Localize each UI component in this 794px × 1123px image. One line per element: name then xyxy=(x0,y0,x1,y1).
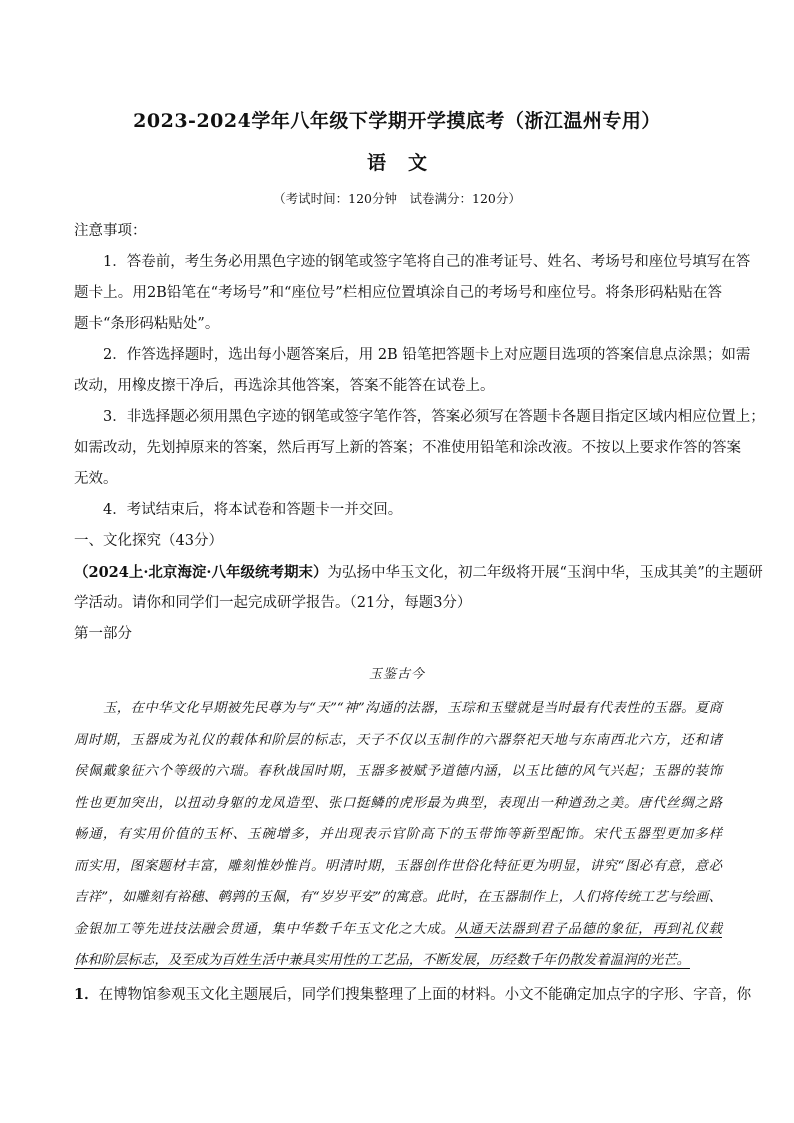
notice-item-3-line-3: 无效。 xyxy=(74,471,118,487)
passage-line-5: 畅通，有实用价值的玉杯、玉碗增多，并出现表示官阶高下的玉带饰等新型配饰。宋代玉器型更加多样 xyxy=(74,827,722,842)
passage-title: 玉鉴古今 xyxy=(368,667,425,682)
intro-text: 为弘扬中华玉文化，初二年级将开展“玉润中华，玉成其美”的主题研 xyxy=(327,565,763,581)
passage-line-8 xyxy=(74,914,722,946)
passage-body xyxy=(74,693,722,977)
passage-line-2: 周时期，玉器成为礼仪的载体和阶层的标志，天子不仅以玉制作的六器祭祀天地与东南西北六方，还和诸 xyxy=(74,732,722,748)
exam-info: （考试时间：120分钟 试卷满分：120分） xyxy=(273,191,521,206)
section1-heading: 一、文化探究（43分） xyxy=(74,533,223,549)
passage-line-1: 玉，在中华文化早期被先民尊为与“天”“神”沟通的法器，玉琮和玉璧就是当时最有代表性的玉器。夏商 xyxy=(103,701,722,716)
underlined-sentence-start: 从通天法器到君子品德的象征，再到礼仪载 xyxy=(454,921,722,937)
notice-item-2-line-2: 改动，用橡皮擦干净后，再选涂其他答案，答案不能答在试卷上。 xyxy=(74,378,495,394)
notice-item-3-line-2: 如需改动，先划掉原来的答案，然后再写上新的答案；不准使用铅笔和涂改液。不按以上要求作答的答案 xyxy=(74,440,741,456)
passage-line-3: 侯佩戴象征六个等级的六瑞。春秋战国时期，玉器多被赋予道德内涵，以玉比德的风气兴起；玉器的装饰 xyxy=(74,764,722,779)
question-1-text: 在博物馆参观玉文化主题展后，同学们搜集整理了上面的材料。小文不能确定加点字的字形、字音，你 xyxy=(98,987,752,1003)
intro-source: （2024上·北京海淀·八年级统考期末） xyxy=(74,564,328,581)
passage-line-8-text: 金银加工等先进技法融会贯通，集中华数千年玉文化之大成。 xyxy=(74,921,455,937)
section1-intro-line-1 xyxy=(74,557,763,588)
underlined-sentence-end: 体和阶层标志，及至成为百姓生活中兼具实用性的工艺品，不断发展，历经数千年仍散发着温润的光芒。 xyxy=(74,953,690,968)
passage-line-4: 性也更加突出，以扭动身躯的龙凤造型、张口挺鳞的虎形最为典型，表现出一种遒劲之美。唐代丝绸之路 xyxy=(74,795,722,811)
section1-intro-line-2: 学活动。请你和同学们一起完成研学报告。（21分，每题3分） xyxy=(74,595,472,611)
passage-line-7: 吉祥”，如雕刻有裕穗、鹌鹑的玉佩，有“岁岁平安”的寓意。此时，在玉器制作上，人们将传统工艺与绘画、 xyxy=(74,890,722,905)
passage-line-9 xyxy=(74,945,722,977)
passage-line-6: 而实用，图案题材丰富，雕刻惟妙惟肖。明清时期，玉器创作世俗化特征更为明显，讲究“图必有意，意必 xyxy=(74,858,722,874)
notice-section xyxy=(74,216,765,650)
notice-item-3-line-1: 3．非选择题必须用黑色字迹的钢笔或签字笔作答，答案必须写在答题卡各题目指定区域内相应位置上； xyxy=(103,409,765,425)
notice-item-1-line-2: 题卡上。用2B铅笔在“考场号”和“座位号”栏相应位置填涂自己的考场号和座位号。将条形码粘贴在答 xyxy=(74,285,722,301)
notice-item-1-line-3: 题卡“条形码粘贴处”。 xyxy=(74,316,220,332)
question-1-number: 1． xyxy=(74,986,99,1003)
notice-item-1-line-1: 1．答卷前，考生务必用黑色字迹的钢笔或签字笔将自己的准考证号、姓名、考场号和座位号填写在答 xyxy=(103,254,751,270)
notice-item-4-line-1: 4．考试结束后，将本试卷和答题卡一并交回。 xyxy=(103,502,403,518)
subject-heading: 语文 xyxy=(366,152,449,174)
question-1-line xyxy=(74,979,752,1010)
page-title: 2023-2024学年八年级下学期开学摸底考（浙江温州专用） xyxy=(133,110,661,132)
question-1 xyxy=(74,979,752,1010)
notice-item-2-line-1: 2．作答选择题时，选出每小题答案后，用 2B 铅笔把答题卡上对应题目选项的答案信息点涂黑；如需 xyxy=(103,347,751,363)
notice-heading: 注意事项： xyxy=(74,223,147,239)
part-label: 第一部分 xyxy=(74,626,132,642)
